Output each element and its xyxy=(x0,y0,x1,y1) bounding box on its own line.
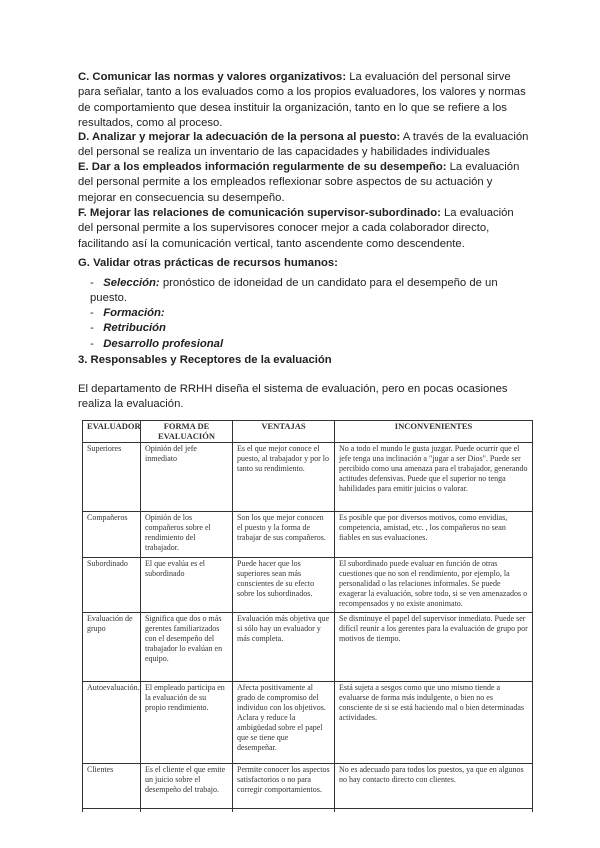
table-header-row xyxy=(83,421,533,443)
list-label: Retribución xyxy=(103,322,166,334)
table-cell: Está sujeta a sesgos como que uno mismo tiende a evaluarse de forma más indulgente, o bien no es consciente de si se está haciendo mal o bien determinadas actividades. xyxy=(335,682,533,764)
table-cell: Puede hacer que los superiores sean más conscientes de su efecto sobre los subordinados. xyxy=(233,558,335,613)
list-item: - Desarrollo profesional xyxy=(90,338,224,350)
column-header: VENTAJAS xyxy=(233,421,335,443)
section-title: E. Dar a los empleados información regularmente de su desempeño: xyxy=(78,161,447,173)
table-cell: Superiores xyxy=(83,443,141,512)
section-title: F. Mejorar las relaciones de comunicación supervisor-subordinado: xyxy=(78,207,441,219)
table-cell: Opinión del jefe inmediato xyxy=(141,443,233,512)
table-row xyxy=(83,682,533,764)
table-cell: Autoevaluación. xyxy=(83,682,141,764)
table-cell: El empleado participa en la evaluación de su propio rendimiento. xyxy=(141,682,233,764)
list-label: Formación: xyxy=(103,307,165,319)
table-cell: Es el cliente el que emite un juicio sobre el desempeño del trabajo. xyxy=(141,764,233,809)
table-cell: Afecta positivamente al grado de compromiso del individuo con los objetivos. Aclara y reduce la ambigüedad sobre el papel que se tiene que desempeñar. xyxy=(233,682,335,764)
table-cell: Significa que dos o más gerentes familiarizados con el desempeño del trabajador lo evalúan en equipo. xyxy=(141,613,233,682)
table-cell: El subordinado puede evaluar en función de otras cuestiones que no son el rendimiento, por ejemplo, la personalidad o las relaciones informales. Se puede exagerar la evaluación, sobre todo, si se ven amenazados o recompensados y no existe anonimato. xyxy=(335,558,533,613)
section-text: La evaluación del personal permite a los supervisores conocer mejor a cada colaborador directo, facilitando así la comunicación vertical, tanto ascendente como descendente. xyxy=(78,207,514,250)
table-cell: Es posible que por diversos motivos, como envidias, competencia, amistad, etc. , los compañeros no sean fiables en sus evaluaciones. xyxy=(335,512,533,558)
table-row xyxy=(83,558,533,613)
list-label: Desarrollo profesional xyxy=(103,338,224,350)
table-cell: Es el que mejor conoce el puesto, al trabajador y por lo tanto su rendimiento. xyxy=(233,443,335,512)
section-text: A través de la evaluación del personal se realiza un inventario de las capacidades y habilidades individuales xyxy=(78,131,529,159)
section-title: D. Analizar y mejorar la adecuación de la persona al puesto: xyxy=(78,131,401,143)
table-cell: Opinión de los compañeros sobre el rendimiento del trabajador. xyxy=(141,512,233,558)
table-cell: Clientes xyxy=(83,764,141,809)
table-row xyxy=(83,764,533,809)
section-title: G. Validar otras prácticas de recursos humanos: xyxy=(78,257,338,269)
table-cell: El que evalúa es el subordinado xyxy=(141,558,233,613)
section-g xyxy=(78,256,530,271)
list-text: pronóstico de idoneidad de un candidato para el desempeño de un puesto. xyxy=(90,277,498,305)
table-cell: Evaluación de grupo xyxy=(83,613,141,682)
table-row xyxy=(83,512,533,558)
table-cell: No a todo el mundo le gusta juzgar. Puede ocurrir que el jefe tenga una inclinación a "jugar a ser Dios". Puede ser percibido como una amenaza para el trabajador, generando actitudes defensivas. Puede que el superior no tenga habilidades para emitir juicios o valorar. xyxy=(335,443,533,512)
table-cell: Permite conocer los aspectos satisfactorios o no para corregir comportamientos. xyxy=(233,764,335,809)
table-row xyxy=(83,443,533,512)
list-item: - Selección: pronóstico de idoneidad de un candidato para el desempeño de un puesto. xyxy=(90,277,498,305)
section-title: C. Comunicar las normas y valores organizativos: xyxy=(78,71,347,83)
list-label: Selección: xyxy=(103,277,160,289)
page-bottom-margin xyxy=(0,812,600,848)
section-text: La evaluación del personal permite a los empleados reflexionar sobre aspectos de su actuación y mejorar en consecuencia su desempeño. xyxy=(78,161,520,204)
column-header: FORMA DE EVALUACIÓN xyxy=(141,421,233,443)
section-c xyxy=(78,70,530,131)
table-cell: Son los que mejor conocen el puesto y la forma de trabajar de sus compañeros. xyxy=(233,512,335,558)
table-cell: Subordinado xyxy=(83,558,141,613)
table-cell: Compañeros xyxy=(83,512,141,558)
list-item: - Retribución xyxy=(90,322,166,334)
table-row xyxy=(83,613,533,682)
evaluator-table xyxy=(82,420,533,829)
section-f xyxy=(78,206,530,252)
intro-paragraph: El departamento de RRHH diseña el sistema de evaluación, pero en pocas ocasiones realiza la evaluación. xyxy=(78,383,508,411)
table-cell: No es adecuado para todos los puestos, ya que en algunos no hay contacto directo con clientes. xyxy=(335,764,533,809)
section-text: La evaluación del personal sirve para señalar, tanto a los evaluados como a los propios evaluadores, los valores y normas de comportamiento que desea instituir la organización, tanto en lo que se refiere a los resultados, como al proceso. xyxy=(78,71,526,129)
section-e xyxy=(78,160,530,206)
column-header: EVALUADOR xyxy=(83,421,141,443)
section-d xyxy=(78,130,530,161)
table-cell: Evaluación más objetiva que si sólo hay un evaluador y más completa. xyxy=(233,613,335,682)
table-cell: Se disminuye el papel del supervisor inmediato. Puede ser difícil reunir a los gerentes para la evaluación de grupo por motivos de tiempo. xyxy=(335,613,533,682)
section-heading: 3. Responsables y Receptores de la evaluación xyxy=(78,354,332,366)
column-header: INCONVENIENTES xyxy=(335,421,533,443)
list-item: - Formación: xyxy=(90,307,165,319)
